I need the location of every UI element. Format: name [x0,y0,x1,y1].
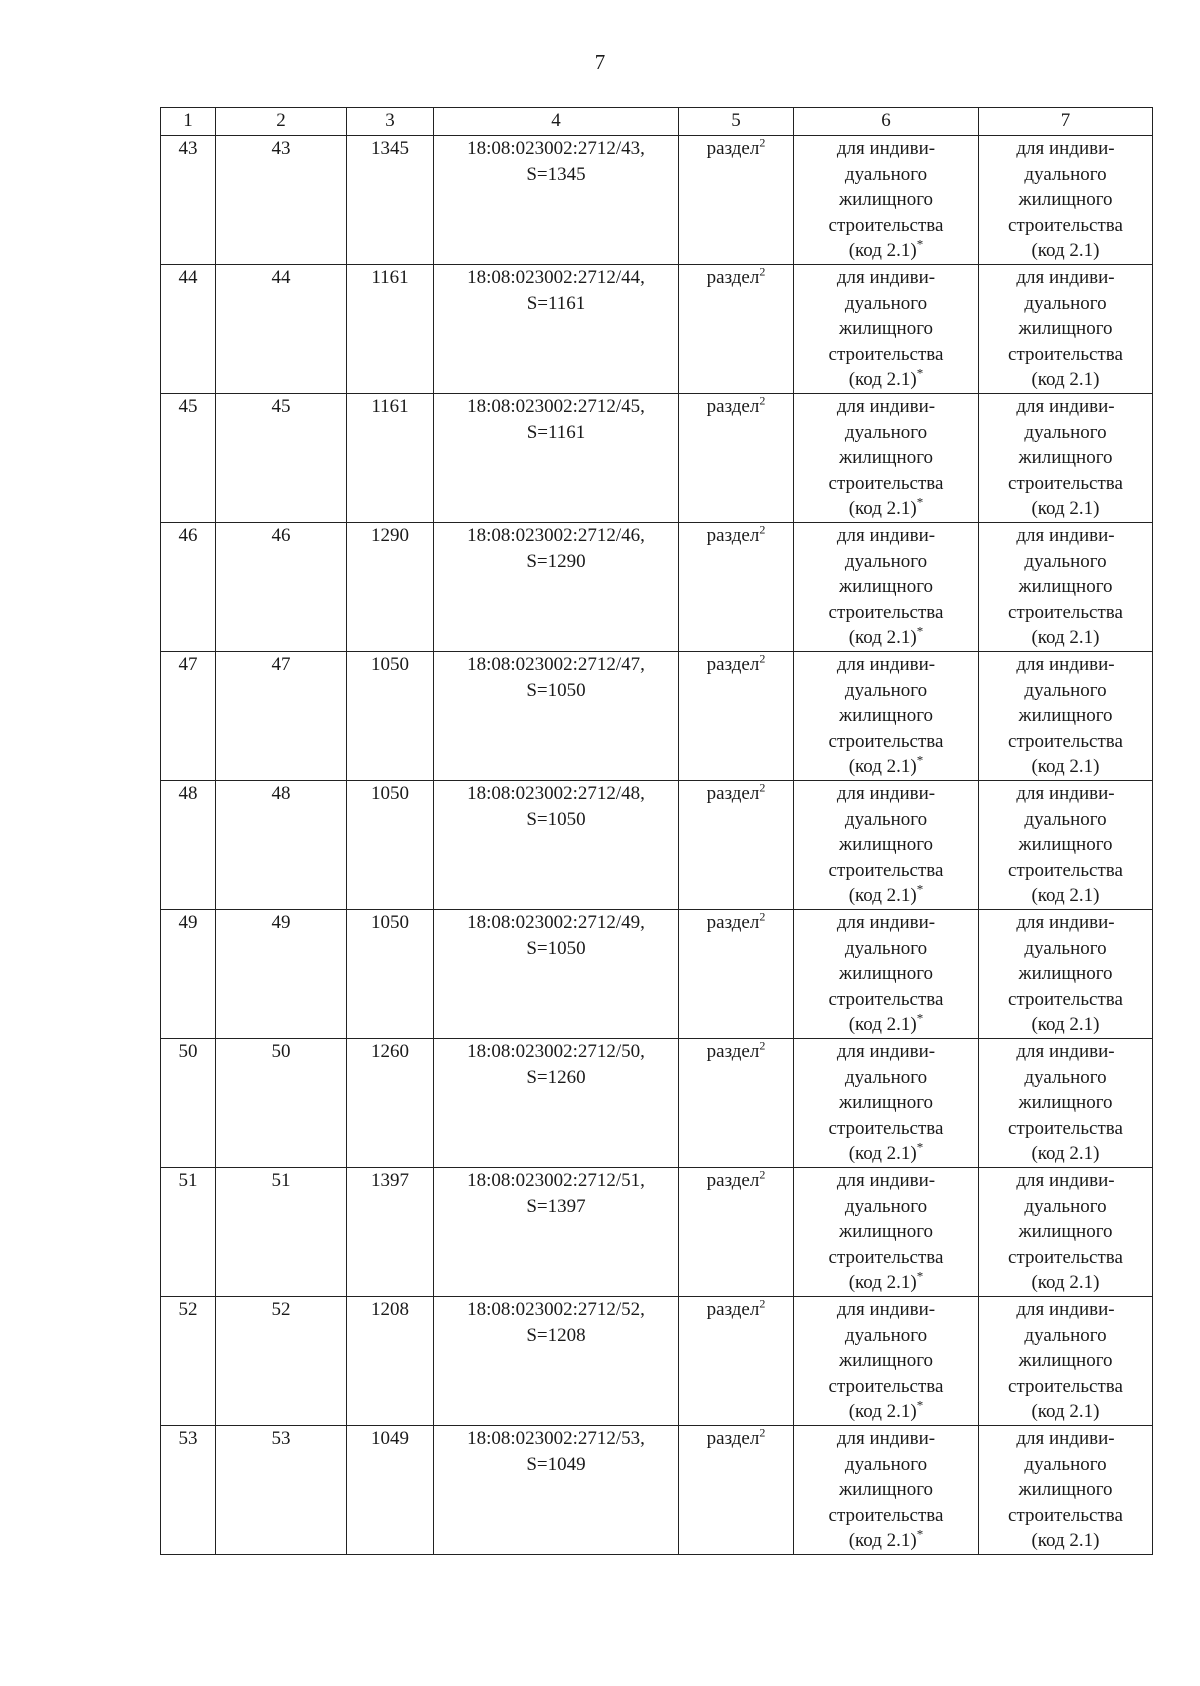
table-row [161,1297,1153,1426]
cell-use-type [979,136,1153,265]
column-header-6: 6 [794,108,979,136]
cadastral-number: 18:08:023002:2712/50, [467,1041,645,1062]
formation-method-text: раздел [706,783,760,804]
cadastral-area: S=1260 [526,1066,586,1088]
cell-plot-number: 49 [161,910,216,1039]
asterisk-mark: * [916,366,924,382]
cell-cadastral [434,1426,679,1555]
permitted-use-line: жилищного [838,576,934,598]
cell-area: 1050 [347,910,434,1039]
footnote-mark: 2 [759,522,766,537]
cell-formation-method [679,910,794,1039]
asterisk-mark: * [916,624,924,640]
cell-lot-number: 48 [216,781,347,910]
cadastral-number: 18:08:023002:2712/48, [467,783,645,804]
use-type-line: для индиви- [1016,1299,1115,1320]
cell-lot-number: 47 [216,652,347,781]
table-row [161,1168,1153,1297]
use-type-line: дуального [1024,679,1107,701]
use-type-line: для индиви- [1016,912,1115,933]
permitted-use-line: строительства [828,1504,944,1526]
permitted-use-line: жилищного [838,189,934,211]
cell-plot-number: 46 [161,523,216,652]
cadastral-area: S=1161 [526,292,586,314]
permitted-use-line: дуального [844,1195,928,1217]
permitted-use-line [796,754,976,780]
permitted-use-line [796,1528,976,1554]
permitted-use-code: (код 2.1) [848,240,917,262]
permitted-use-line: строительства [828,601,944,623]
cell-lot-number: 51 [216,1168,347,1297]
cell-formation-method [679,136,794,265]
permitted-use-line: жилищного [838,447,934,469]
use-type-code: (код 2.1) [1031,1014,1100,1036]
use-type-line: для индиви- [1016,1170,1115,1191]
use-type-line: жилищного [1018,705,1113,727]
permitted-use-code: (код 2.1) [848,756,917,778]
cell-lot-number: 44 [216,265,347,394]
cell-area: 1208 [347,1297,434,1426]
formation-method-text: раздел [706,1170,760,1191]
footnote-mark: 2 [759,651,766,666]
permitted-use-line [796,1141,976,1167]
column-header-1: 1 [161,108,216,136]
permitted-use-line [796,1012,976,1038]
permitted-use-line: для индиви- [836,783,936,804]
cadastral-area: S=1050 [526,679,586,701]
formation-method-text: раздел [706,912,760,933]
cell-permitted-use [794,910,979,1039]
permitted-use-line: для индиви- [836,267,936,288]
asterisk-mark: * [916,1140,924,1156]
permitted-use-line: строительства [828,1246,944,1268]
permitted-use-line: дуального [844,937,928,959]
cell-use-type [979,1168,1153,1297]
cadastral-number: 18:08:023002:2712/49, [467,912,645,933]
cell-cadastral [434,1297,679,1426]
permitted-use-code: (код 2.1) [848,1143,917,1165]
permitted-use-line [796,496,976,522]
permitted-use-line: строительства [828,988,944,1010]
table-row [161,652,1153,781]
permitted-use-code: (код 2.1) [848,369,917,391]
use-type-line: жилищного [1018,576,1113,598]
cadastral-number: 18:08:023002:2712/44, [467,267,645,288]
table-row [161,265,1153,394]
cell-formation-method [679,1426,794,1555]
use-type-code: (код 2.1) [1031,885,1100,907]
use-type-line: строительства [1008,859,1123,881]
cell-use-type [979,394,1153,523]
permitted-use-line: строительства [828,859,944,881]
cadastral-number: 18:08:023002:2712/45, [467,396,645,417]
use-type-line: дуального [1024,550,1107,572]
cadastral-number: 18:08:023002:2712/47, [467,654,645,675]
cell-lot-number: 43 [216,136,347,265]
cadastral-number: 18:08:023002:2712/52, [467,1299,645,1320]
cell-formation-method [679,781,794,910]
cadastral-area: S=1050 [526,937,586,959]
cell-area: 1049 [347,1426,434,1555]
cell-permitted-use [794,1426,979,1555]
cell-permitted-use [794,1168,979,1297]
permitted-use-code: (код 2.1) [848,498,917,520]
column-header-2: 2 [216,108,347,136]
use-type-line: строительства [1008,1246,1123,1268]
asterisk-mark: * [916,495,924,511]
use-type-line: дуального [1024,1066,1107,1088]
permitted-use-line: дуального [844,1324,928,1346]
formation-method-text: раздел [706,396,760,417]
cell-formation-method [679,1039,794,1168]
cell-formation-method [679,652,794,781]
cell-lot-number: 50 [216,1039,347,1168]
permitted-use-line: для индиви- [836,396,936,417]
use-type-line: для индиви- [1016,783,1115,804]
permitted-use-line: строительства [828,730,944,752]
use-type-line: строительства [1008,1117,1123,1139]
permitted-use-code: (код 2.1) [848,885,917,907]
column-header-7: 7 [979,108,1153,136]
permitted-use-code: (код 2.1) [848,627,917,649]
cell-use-type [979,652,1153,781]
use-type-line: жилищного [1018,1350,1113,1372]
footnote-mark: 2 [759,1296,766,1311]
use-type-line: дуального [1024,1195,1107,1217]
cell-plot-number: 50 [161,1039,216,1168]
use-type-line: строительства [1008,988,1123,1010]
cell-permitted-use [794,781,979,910]
permitted-use-line: жилищного [838,1479,934,1501]
footnote-mark: 2 [759,1167,766,1182]
cell-lot-number: 53 [216,1426,347,1555]
permitted-use-line [796,1399,976,1425]
formation-method-text: раздел [706,138,760,159]
footnote-mark: 2 [759,393,766,408]
permitted-use-line [796,1270,976,1296]
cell-permitted-use [794,652,979,781]
cadastral-area: S=1208 [526,1324,586,1346]
footnote-mark: 2 [759,909,766,924]
asterisk-mark: * [916,1398,924,1414]
cell-area: 1397 [347,1168,434,1297]
cell-cadastral [434,1168,679,1297]
permitted-use-line [796,625,976,651]
cadastral-number: 18:08:023002:2712/53, [467,1428,645,1449]
cell-area: 1161 [347,265,434,394]
permitted-use-line: дуального [844,421,928,443]
cell-area: 1050 [347,652,434,781]
permitted-use-line: для индиви- [836,912,936,933]
permitted-use-line: дуального [844,808,928,830]
cadastral-area: S=1050 [526,808,586,830]
permitted-use-line: строительства [828,343,944,365]
cell-cadastral [434,136,679,265]
permitted-use-code: (код 2.1) [848,1530,917,1552]
cell-formation-method [679,1297,794,1426]
permitted-use-line: жилищного [838,1350,934,1372]
use-type-line: дуального [1024,1453,1107,1475]
permitted-use-line: для индиви- [836,654,936,675]
use-type-line: строительства [1008,214,1123,236]
formation-method-text: раздел [706,1299,760,1320]
use-type-code: (код 2.1) [1031,498,1100,520]
cell-formation-method [679,394,794,523]
column-header-3: 3 [347,108,434,136]
column-header-4: 4 [434,108,679,136]
cell-plot-number: 45 [161,394,216,523]
use-type-line: строительства [1008,730,1123,752]
cell-use-type [979,1426,1153,1555]
use-type-line: дуального [1024,292,1107,314]
cell-permitted-use [794,136,979,265]
permitted-use-line [796,238,976,264]
permitted-use-line [796,367,976,393]
permitted-use-code: (код 2.1) [848,1014,917,1036]
use-type-line: строительства [1008,343,1123,365]
use-type-line: жилищного [1018,963,1113,985]
permitted-use-line: строительства [828,214,944,236]
asterisk-mark: * [916,882,924,898]
table-row [161,394,1153,523]
cell-cadastral [434,1039,679,1168]
footnote-mark: 2 [759,1038,766,1053]
use-type-code: (код 2.1) [1031,240,1100,262]
permitted-use-line: для индиви- [836,1299,936,1320]
permitted-use-line: жилищного [838,1092,934,1114]
cadastral-number: 18:08:023002:2712/46, [467,525,645,546]
use-type-line: жилищного [1018,834,1113,856]
table-row [161,910,1153,1039]
cell-formation-method [679,1168,794,1297]
footnote-mark: 2 [759,780,766,795]
permitted-use-line: жилищного [838,1221,934,1243]
use-type-line: для индиви- [1016,1428,1115,1449]
cadastral-area: S=1049 [526,1453,586,1475]
permitted-use-line: дуального [844,163,928,185]
permitted-use-line [796,883,976,909]
cell-use-type [979,523,1153,652]
cell-area: 1161 [347,394,434,523]
formation-method-text: раздел [706,1428,760,1449]
table-body [161,136,1153,1555]
use-type-line: дуального [1024,421,1107,443]
permitted-use-line: для индиви- [836,1428,936,1449]
permitted-use-line: строительства [828,1117,944,1139]
permitted-use-line: для индиви- [836,138,936,159]
asterisk-mark: * [916,1011,924,1027]
permitted-use-line: жилищного [838,963,934,985]
permitted-use-line: дуального [844,1453,928,1475]
table-row [161,523,1153,652]
use-type-line: для индиви- [1016,1041,1115,1062]
permitted-use-line: строительства [828,1375,944,1397]
use-type-line: строительства [1008,1504,1123,1526]
use-type-line: для индиви- [1016,654,1115,675]
cell-plot-number: 52 [161,1297,216,1426]
use-type-line: строительства [1008,1375,1123,1397]
permitted-use-code: (код 2.1) [848,1401,917,1423]
cell-plot-number: 48 [161,781,216,910]
permitted-use-line: для индиви- [836,1170,936,1191]
cell-use-type [979,265,1153,394]
use-type-line: для индиви- [1016,525,1115,546]
cell-use-type [979,910,1153,1039]
cell-permitted-use [794,1297,979,1426]
table-row [161,1039,1153,1168]
cell-plot-number: 44 [161,265,216,394]
cell-area: 1290 [347,523,434,652]
permitted-use-line: дуального [844,679,928,701]
cell-cadastral [434,910,679,1039]
cell-use-type [979,1297,1153,1426]
use-type-line: дуального [1024,937,1107,959]
asterisk-mark: * [916,753,924,769]
cell-formation-method [679,265,794,394]
cell-cadastral [434,523,679,652]
column-header-5: 5 [679,108,794,136]
cell-area: 1050 [347,781,434,910]
table-row [161,136,1153,265]
use-type-line: для индиви- [1016,396,1115,417]
permitted-use-code: (код 2.1) [848,1272,917,1294]
land-plots-table [160,107,1153,1555]
use-type-code: (код 2.1) [1031,756,1100,778]
formation-method-text: раздел [706,525,760,546]
use-type-line: для индиви- [1016,138,1115,159]
cell-formation-method [679,523,794,652]
footnote-mark: 2 [759,1425,766,1440]
permitted-use-line: строительства [828,472,944,494]
table-row [161,781,1153,910]
use-type-line: жилищного [1018,189,1113,211]
permitted-use-line: для индиви- [836,1041,936,1062]
use-type-code: (код 2.1) [1031,1143,1100,1165]
cell-cadastral [434,394,679,523]
permitted-use-line: дуального [844,550,928,572]
use-type-line: жилищного [1018,1479,1113,1501]
use-type-code: (код 2.1) [1031,1272,1100,1294]
cell-plot-number: 47 [161,652,216,781]
use-type-line: жилищного [1018,447,1113,469]
cadastral-area: S=1161 [526,421,586,443]
use-type-line: жилищного [1018,318,1113,340]
cadastral-area: S=1345 [526,163,586,185]
cell-permitted-use [794,1039,979,1168]
formation-method-text: раздел [706,267,760,288]
table-header [161,108,1153,136]
cadastral-number: 18:08:023002:2712/51, [467,1170,645,1191]
permitted-use-line: дуального [844,1066,928,1088]
footnote-mark: 2 [759,135,766,150]
permitted-use-line: дуального [844,292,928,314]
cell-lot-number: 49 [216,910,347,1039]
header-row [161,108,1153,136]
cell-permitted-use [794,394,979,523]
use-type-line: дуального [1024,163,1107,185]
cell-use-type [979,781,1153,910]
cell-cadastral [434,781,679,910]
permitted-use-line: жилищного [838,834,934,856]
cadastral-number: 18:08:023002:2712/43, [467,138,645,159]
cell-plot-number: 43 [161,136,216,265]
cell-permitted-use [794,265,979,394]
cell-lot-number: 45 [216,394,347,523]
formation-method-text: раздел [706,1041,760,1062]
use-type-code: (код 2.1) [1031,1401,1100,1423]
use-type-line: для индиви- [1016,267,1115,288]
cell-plot-number: 51 [161,1168,216,1297]
asterisk-mark: * [916,1269,924,1285]
use-type-code: (код 2.1) [1031,369,1100,391]
use-type-line: жилищного [1018,1221,1113,1243]
table-row [161,1426,1153,1555]
cell-use-type [979,1039,1153,1168]
cell-cadastral [434,652,679,781]
cell-plot-number: 53 [161,1426,216,1555]
cadastral-area: S=1397 [526,1195,586,1217]
use-type-line: жилищного [1018,1092,1113,1114]
use-type-code: (код 2.1) [1031,627,1100,649]
cell-cadastral [434,265,679,394]
permitted-use-line: жилищного [838,705,934,727]
cell-area: 1260 [347,1039,434,1168]
use-type-line: строительства [1008,472,1123,494]
cell-lot-number: 52 [216,1297,347,1426]
use-type-line: дуального [1024,808,1107,830]
asterisk-mark: * [916,237,924,253]
use-type-line: дуального [1024,1324,1107,1346]
permitted-use-line: жилищного [838,318,934,340]
asterisk-mark: * [916,1527,924,1543]
use-type-code: (код 2.1) [1031,1530,1100,1552]
formation-method-text: раздел [706,654,760,675]
page-number: 7 [594,50,606,74]
cell-lot-number: 46 [216,523,347,652]
use-type-line: строительства [1008,601,1123,623]
cell-area: 1345 [347,136,434,265]
cell-permitted-use [794,523,979,652]
permitted-use-line: для индиви- [836,525,936,546]
footnote-mark: 2 [759,264,766,279]
cadastral-area: S=1290 [526,550,586,572]
